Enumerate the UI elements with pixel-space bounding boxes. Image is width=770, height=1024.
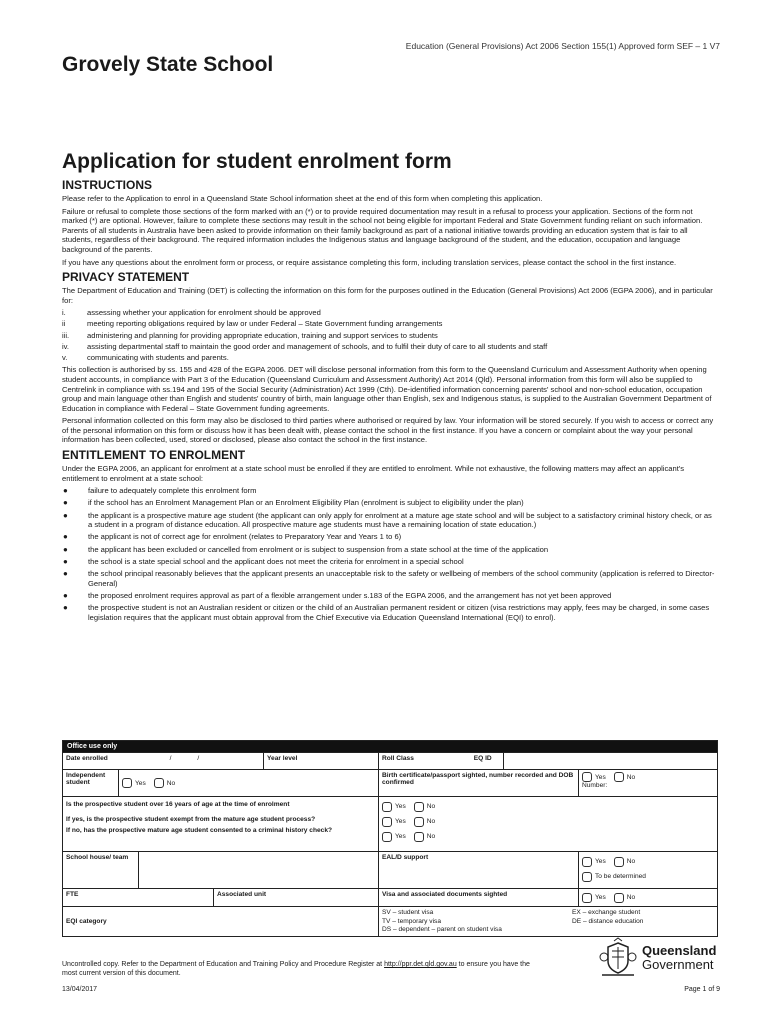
visa-code-ds: DS – dependent – parent on student visa: [382, 926, 502, 933]
exempt-yes-checkbox[interactable]: [382, 817, 392, 827]
privacy-heading: PRIVACY STATEMENT: [62, 270, 190, 285]
visa-docs-label: Visa and associated documents sighted: [382, 891, 508, 898]
list-item: ● the applicant is not of correct age for enrolment (relates to Preparatory Year and Years 1 to 6): [63, 532, 402, 542]
entitlement-heading: ENTITLEMENT TO ENROLMENT: [62, 448, 246, 463]
exempt-no-checkbox[interactable]: [414, 817, 424, 827]
independent-no-checkbox[interactable]: [154, 778, 164, 788]
visa-code-tv: TV – temporary visa: [382, 917, 441, 925]
list-item: v. communicating with students and parents.: [62, 352, 229, 362]
year-level-field[interactable]: [378, 753, 503, 769]
instructions-paragraph: Failure or refusal to complete those sections of the form marked with an (*) or to provide required documentation may result in a refusal to process your application. Sections of the form not marked (*) are optional. However, failure to complete these sections may result in the school not being eligible for important Federal and State Government funding reliant on such information. Parents of all students in Australia have been asked to provide information on their family background as part of a national initiative towards providing an education system that is fair to all students, regardless of their background. The required information includes the Indigenous status and language background of the student, and the education, occupation and language background of the parents.: [62, 206, 703, 254]
visa-code-sv: SV – student visa: [382, 909, 434, 916]
form-body: [62, 178, 716, 625]
date-enrolled-label: Date enrolled: [66, 755, 108, 762]
list-item: ● the applicant is a prospective mature age student (the applicant can only apply for enrolment at a mature age state school and will be subject to a satisfactory criminal history check, or as a student in a program of distance education. All prospective mature age students must have a remaining location of state education.): [63, 510, 712, 530]
eald-no-checkbox[interactable]: [614, 857, 624, 867]
visa-code-de: DE – distance education: [572, 917, 644, 925]
consented-yes-checkbox[interactable]: [382, 832, 392, 842]
over-16-question: Is the prospective student over 16 years of age at the time of enrolment: [66, 801, 290, 808]
form-title: Application for student enrolment form: [62, 150, 452, 173]
roll-class-label: Roll Class: [382, 755, 414, 762]
number-label: Number:: [582, 782, 608, 789]
privacy-paragraph: This collection is authorised by ss. 155 and 428 of the EGPA 2006. DET will disclose personal information from this form to the Queensland Curriculum and Assessment Authority when opening student accounts, in compliance with Part 3 of the Education (Queensland Curriculum and Assessment Authority) Act 2014 (Qld). Personal information from this form will also be supplied to Centrelink in compliance with ss.194 and 195 of the Social Security (Administration) Act 1999 (Cth). De-identified information concerning parents' school and non-school education, occupation group and main language other than English and students' country of birth, main language other than English, sex and Indigenous status, is supplied to the Australian Government Department of Education in compliance with Federal – State Government funding agreements.: [62, 365, 712, 413]
school-name: Grovely State School: [62, 53, 274, 76]
school-house-field[interactable]: [138, 852, 378, 888]
list-item: ● the applicant has been excluded or cancelled from enrolment or is subject to suspension from a state school at the time of the application: [63, 544, 549, 554]
list-item: ● the school is a state special school and the applicant does not meet the criteria for enrolment in a special school: [63, 556, 464, 566]
office-use-heading: Office use only: [63, 741, 717, 752]
instructions-paragraph: If you have any questions about the enrolment form or process, or require assistance completing this form, including translation services, please contact the school in the first instance.: [62, 257, 677, 267]
act-reference: Education (General Provisions) Act 2006 Section 155(1) Approved form SEF – 1 V7: [405, 41, 720, 51]
logo-text-line2: Government: [642, 957, 714, 972]
instructions-paragraph: Please refer to the Application to enrol in a Queensland State School information sheet at the end of this form when completing this application.: [62, 194, 543, 203]
over-16-yes-checkbox[interactable]: [382, 802, 392, 812]
list-item: ● if the school has an Enrolment Management Plan or an Enrolment Eligibility Plan (enrolment is subject to eligibility under the plan): [63, 498, 524, 508]
table-row: Is the prospective student over 16 years of age at the time of enrolment If yes, is the prospective student exempt from the mature age student process? If no, has the prospective mature age student consented to a criminal history check? Yes No Yes No Yes No: [63, 796, 717, 851]
birth-certificate-label: Birth certificate/passport sighted, number recorded and DOB confirmed: [382, 772, 574, 786]
privacy-paragraph: Personal information collected on this form may also be disclosed to third parties where authorised or required by law. Your information will be stored securely. If you wish to access or correct any of the personal information on this form or discuss how it has been dealt with, please contact the school in the first instance. If you have a concern or complaint about the way your personal information has been collected, used, stored or disclosed, please also contact the school in the first instance.: [62, 416, 714, 445]
list-item: iv. assisting departmental staff to maintain the good order and management of schools, and to fulfil their duty of care to all students and staff: [62, 341, 548, 351]
eq-id-label: EQ ID: [473, 755, 492, 762]
eqi-category-label: EQI category: [66, 918, 107, 925]
year-level-label: Year level: [267, 755, 298, 762]
office-use-table: [62, 740, 718, 937]
visa-code-ex: EX – exchange student: [572, 909, 641, 916]
table-row: FTE Associated unit Visa and associated documents sighted Yes No: [63, 888, 717, 906]
visa-yes-checkbox[interactable]: [582, 893, 592, 903]
table-row: School house/ team EAL/D support Yes No To be determined: [63, 851, 717, 888]
eq-id-field[interactable]: [503, 753, 717, 769]
eald-yes-checkbox[interactable]: [582, 857, 592, 867]
date-enrolled-field[interactable]: [263, 753, 378, 769]
exempt-question: If yes, is the prospective student exempt from the mature age student process?: [66, 816, 316, 823]
visa-no-checkbox[interactable]: [614, 893, 624, 903]
over-16-no-checkbox[interactable]: [414, 802, 424, 812]
consented-question: If no, has the prospective mature age student consented to a criminal history check?: [66, 827, 333, 834]
entitlement-paragraph: Under the EGPA 2006, an applicant for enrolment at a state school must be enrolled if they are entitled to enrolment. While not exhaustive, the following matters may affect an applicant's entitlement to enrolment at a state school:: [62, 464, 685, 483]
list-item: ● failure to adequately complete this enrolment form: [63, 486, 257, 496]
independent-student-label: Independent student: [66, 772, 106, 786]
fte-label: FTE: [66, 891, 79, 898]
privacy-paragraph: The Department of Education and Training (DET) is collecting the information on this form for the purposes outlined in the Education (General Provisions) Act 2006 (EGPA 2006), and in particular for:: [62, 286, 713, 305]
list-item: ● the prospective student is not an Australian resident or citizen or the child of an Australian permanent resident or citizen (visa restrictions may apply, fees may be charged, in some cases legislation requires that the applicant must obtain approval from the Chief Executive via Education Queensland International (EQI) to enrol).: [63, 602, 710, 622]
coat-of-arms-icon: [598, 937, 638, 979]
birth-cert-yes-checkbox[interactable]: [582, 772, 592, 782]
independent-yes-checkbox[interactable]: [122, 778, 132, 788]
consented-no-checkbox[interactable]: [414, 832, 424, 842]
list-item: i. assessing whether your application for enrolment should be approved: [62, 308, 321, 318]
table-row: Date enrolled / / Year level Roll Class EQ ID: [63, 752, 717, 769]
table-row: Independent student Yes No Birth certificate/passport sighted, number recorded and DOB confirmed Yes No Number:: [63, 769, 717, 796]
logo-text-line1: Queensland: [642, 943, 717, 958]
list-item: iii. administering and planning for providing appropriate education, training and support services to students: [62, 330, 438, 340]
privacy-purpose-list: [62, 308, 716, 362]
table-row: [63, 906, 717, 936]
list-item: ii meeting reporting obligations required by law or under Federal – State Government funding arrangements: [62, 319, 443, 329]
birth-cert-no-checkbox[interactable]: [614, 772, 624, 782]
entitlement-list: [62, 486, 716, 622]
associated-unit-label: Associated unit: [217, 891, 267, 898]
eald-tbd-checkbox[interactable]: [582, 872, 592, 882]
list-item: ● the proposed enrolment requires approval as part of a flexible arrangement under s.183 of the EGPA 2006, and the arrangement has not yet been approved: [63, 590, 612, 600]
footer-note: Uncontrolled copy. Refer to the Department of Education and Training Policy and Procedure Register at http://ppr.det.qld.gov.au to ensure you have the most current version of this document.: [62, 961, 530, 977]
footer-date: 13/04/2017: [62, 986, 98, 993]
school-house-label: School house/ team: [66, 854, 129, 861]
list-item: ● the school principal reasonably believes that the applicant presents an unacceptable risk to the safety or wellbeing of members of the school community (application is referred to Director-General): [63, 568, 715, 588]
eald-label: EAL/D support: [382, 854, 429, 861]
page-number: Page 1 of 9: [684, 986, 720, 993]
queensland-government-logo: [598, 936, 728, 980]
instructions-heading: INSTRUCTIONS: [62, 178, 152, 192]
ppr-link[interactable]: http://ppr.det.qld.gov.au: [384, 961, 457, 968]
